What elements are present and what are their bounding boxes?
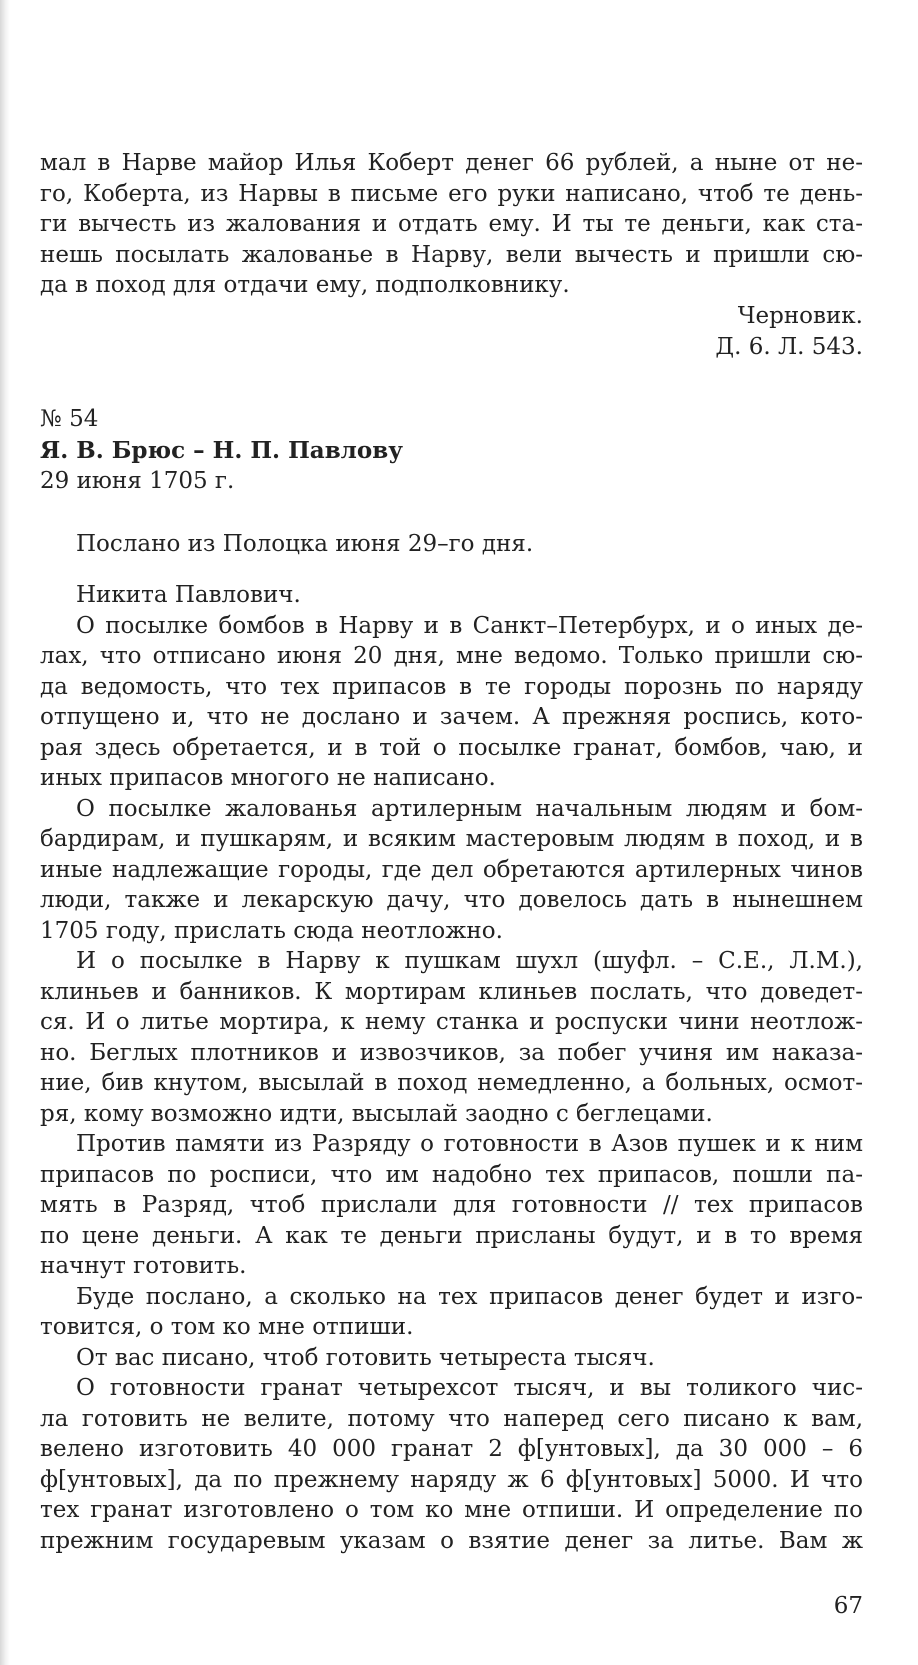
sent-from-line: Послано из Полоцка июня 29–го дня. [76,530,534,557]
document-number: № 54 [40,405,99,432]
text-line: О посылке бомбов в Нарву и в Санкт–Петербурх, и о иных де- [76,612,863,639]
paragraph [40,794,863,947]
text-line: но. Беглых плотников и извозчиков, за побег учиня им наказа- [40,1039,863,1066]
text-line: мять в Разряд, чтоб прислали для готовности // тех припасов [40,1192,863,1218]
text-line: И о посылке в Нарву к пушкам шухл (шуфл. – С.Е., Л.М.), [76,948,863,974]
text-line: начнут готовить. [40,1253,247,1279]
text-line: клиньев и банников. К мортирам клиньев послать, что доведет- [40,978,863,1005]
text-line: люди, также и лекарскую дачу, что довелось дать в нынешнем [40,887,863,913]
text-line: товится, о том ко мне отпиши. [40,1314,414,1340]
page-body [40,148,863,1556]
letter-body [40,611,863,1557]
text-line: да в поход для отдачи ему, подполковнику. [40,272,570,298]
document-title: Я. В. Брюс – Н. П. Павлову [40,436,403,464]
paragraph [40,946,863,1129]
paragraph [40,1373,863,1556]
text-line: рая здесь обретается, и в той о посылке гранат, бомбов, чаю, и [40,734,863,761]
document-date: 29 июня 1705 г. [40,467,235,494]
text-line: ф[унтовых], да по прежнему наряду ж 6 ф[унтовых] 5000. И что [40,1466,863,1493]
paragraph [40,1129,863,1282]
text-line: нешь посылать жалованье в Нарву, вели вычесть и пришли сю- [40,241,863,268]
text-line: ние, бив кнутом, высылай в поход немедленно, а больных, осмот- [40,1070,863,1096]
salutation: Никита Павлович. [76,582,301,608]
draft-note: Черновик. [737,302,863,329]
text-line: го, Коберта, из Нарвы в письме его руки написано, чтоб те день- [40,180,863,207]
page-number: 67 [833,1593,863,1619]
text-line: тех гранат изготовлено о том ко мне отпиши. И определение по [40,1497,863,1523]
archive-reference: Д. 6. Л. 543. [715,333,863,360]
text-line: бардирам, и пушкарям, и всяким мастеровым людям в поход, и в [40,826,863,852]
text-line: по цене деньги. А как те деньги присланы будут, и в то время [40,1222,863,1249]
text-line: ла готовить не велите, потому что наперед сего писано к вам, [40,1405,863,1432]
text-line: мал в Нарве майор Илья Коберт денег 66 рублей, а ныне от не- [40,150,863,176]
text-line: иные надлежащие городы, где дел обретаются артилерных чинов [40,856,863,883]
text-line: велено изготовить 40 000 гранат 2 ф[унтовых], да 30 000 – 6 [40,1436,863,1462]
text-line: О посылке жалованья артилерным начальным людям и бом- [76,795,863,822]
continuation-text [40,148,863,301]
text-line: отпущено и, что не дослано и зачем. А прежняя роспись, кото- [40,704,863,730]
text-line: лах, что отписано июня 20 дня, мне ведомо. Только пришли сю- [40,643,863,669]
text-line: припасов по росписи, что им надобно тех припасов, пошли па- [40,1161,863,1188]
text-line: ги вычесть из жалования и отдать ему. И ты те деньги, как ста- [40,211,863,237]
text-line: да ведомость, что тех припасов в те городы порознь по наряду [40,673,863,700]
paragraph [40,611,863,794]
text-line: 1705 году, прислать сюда неотложно. [40,917,503,944]
text-line: От вас писано, чтоб готовить четыреста тысяч. [76,1344,655,1371]
paragraph [40,1343,863,1374]
book-spine-shadow [0,0,10,1665]
text-line: Буде послано, а сколько на тех припасов денег будет и изго- [76,1283,863,1310]
text-line: прежним государевым указам о взятие денег за литье. Вам ж [40,1527,863,1554]
text-line: О готовности гранат четырехсот тысяч, и вы толикого чис- [76,1375,863,1401]
text-line: Против памяти из Разряду о готовности в Азов пушек и к ним [76,1131,863,1157]
paragraph [40,1282,863,1343]
text-line: иных припасов многого не написано. [40,765,496,791]
text-line: ря, кому возможно идти, высылай заодно с беглецами. [40,1100,713,1127]
text-line: ся. И о литье мортира, к нему станка и роспуски чини неотлож- [40,1009,863,1035]
